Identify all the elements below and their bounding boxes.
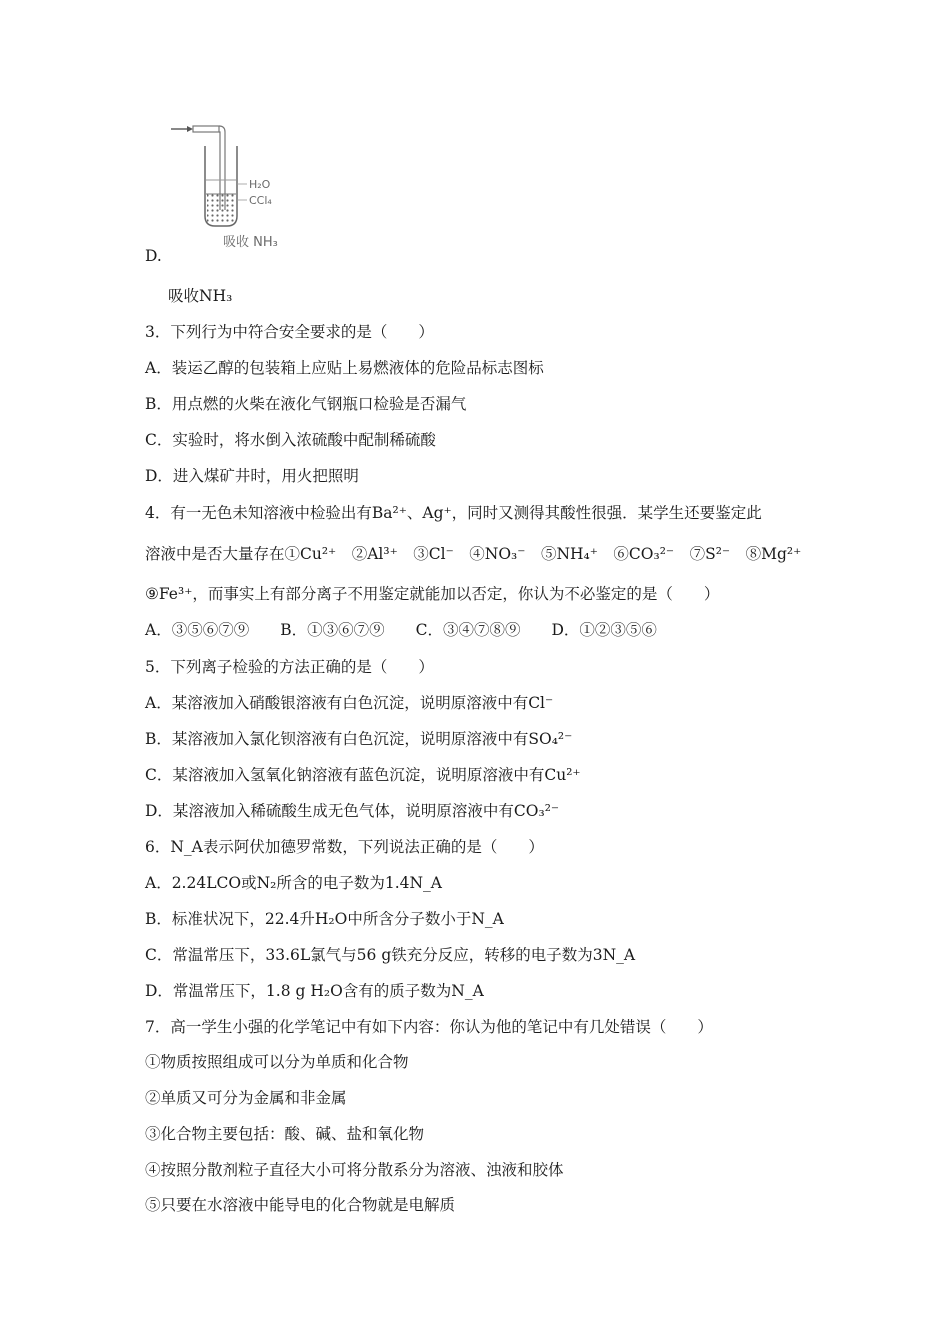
nh3-absorption-figure: [165, 118, 295, 253]
q6-option-c: C．常温常压下，33.6L氯气与56 g铁充分反应，转移的电子数为3N_A: [145, 946, 636, 964]
q3-option-a: A．装运乙醇的包装箱上应贴上易燃液体的危险品标志图标: [145, 359, 544, 377]
q6-stem: 6．N_A表示阿伏加德罗常数，下列说法正确的是（ ）: [145, 838, 544, 856]
q7-item-5: ⑤只要在水溶液中能导电的化合物就是电解质: [145, 1196, 456, 1214]
water-label: H₂O: [249, 178, 271, 191]
q6-option-b: B．标准状况下，22.4升H₂O中所含分子数小于N_A: [145, 910, 504, 928]
test-tube-diagram: [165, 118, 295, 253]
ccl4-label: CCl₄: [249, 194, 272, 207]
figure-caption: 吸收 NH₃: [223, 235, 278, 250]
q4-stem-line1: 4．有一无色未知溶液中检验出有Ba²⁺、Ag⁺，同时又测得其酸性很强．某学生还要鉴定此: [145, 504, 762, 522]
q7-stem: 7．高一学生小强的化学笔记中有如下内容：你认为他的笔记中有几处错误（ ）: [145, 1018, 713, 1036]
q6-option-a: A．2.24LCO或N₂所含的电子数为1.4N_A: [145, 874, 442, 892]
q3-option-b: B．用点燃的火柴在液化气钢瓶口检验是否漏气: [145, 395, 467, 413]
q5-stem: 5．下列离子检验的方法正确的是（ ）: [145, 658, 434, 676]
q7-item-4: ④按照分散剂粒子直径大小可将分散系分为溶液、浊液和胶体: [145, 1161, 564, 1179]
arrow-head: [187, 126, 193, 132]
q5-option-c: C．某溶液加入氢氧化钠溶液有蓝色沉淀，说明原溶液中有Cu²⁺: [145, 766, 581, 784]
inlet-tube: [193, 126, 219, 132]
q3-stem: 3．下列行为中符合安全要求的是（ ）: [145, 323, 434, 341]
q7-item-1: ①物质按照组成可以分为单质和化合物: [145, 1053, 409, 1071]
q4-stem-line2: 溶液中是否大量存在①Cu²⁺ ②Al³⁺ ③Cl⁻ ④NO₃⁻ ⑤NH₄⁺ ⑥CO₃²⁻ ⑦S²⁻ ⑧Mg²⁺: [145, 545, 802, 563]
q4-stem-line3: ⑨Fe³⁺，而事实上有部分离子不用鉴定就能加以否定，你认为不必鉴定的是（ ）: [145, 585, 720, 603]
q7-item-2: ②单质又可分为金属和非金属: [145, 1089, 347, 1107]
q5-option-a: A．某溶液加入硝酸银溶液有白色沉淀，说明原溶液中有Cl⁻: [145, 694, 554, 712]
q6-option-d: D．常温常压下，1.8 g H₂O含有的质子数为N_A: [145, 982, 484, 1000]
q3-option-c: C．实验时，将水倒入浓硫酸中配制稀硫酸: [145, 431, 436, 449]
q7-item-3: ③化合物主要包括：酸、碱、盐和氧化物: [145, 1125, 425, 1143]
q2-option-d-letter: D.: [145, 247, 162, 265]
q3-option-d: D．进入煤矿井时，用火把照明: [145, 467, 359, 485]
q5-option-b: B．某溶液加入氯化钡溶液有白色沉淀，说明原溶液中有SO₄²⁻: [145, 730, 573, 748]
q4-options: A．③⑤⑥⑦⑨ B．①③⑥⑦⑨ C．③④⑦⑧⑨ D．①②③⑤⑥: [145, 621, 657, 639]
ccl4-layer: [207, 194, 235, 222]
q5-option-d: D．某溶液加入稀硫酸生成无色气体，说明原溶液中有CO₃²⁻: [145, 802, 560, 820]
q2-option-d-text: 吸收NH₃: [168, 287, 233, 305]
